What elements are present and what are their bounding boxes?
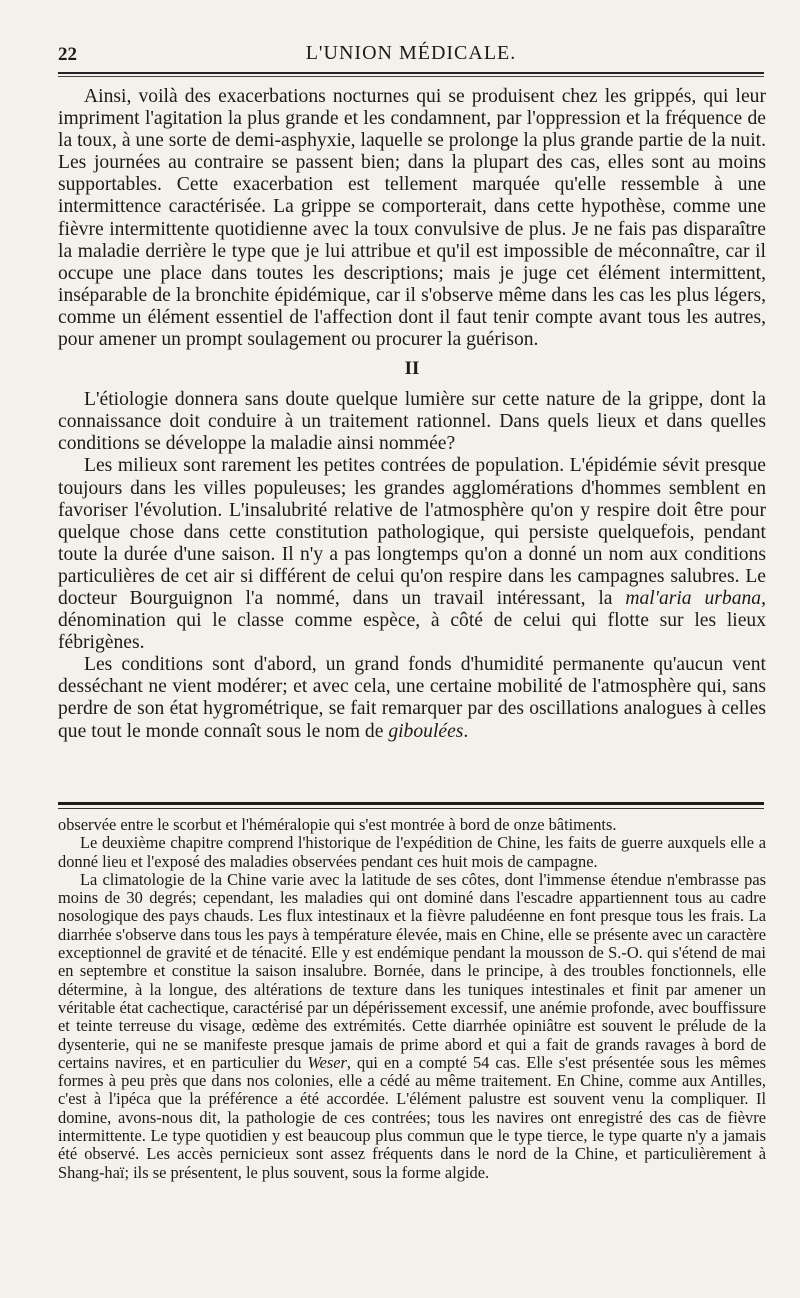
paragraph — [58, 654, 766, 742]
italic-term: giboulées — [388, 720, 464, 742]
running-title: L'UNION MÉDICALE. — [305, 42, 517, 64]
main-text — [58, 86, 766, 743]
italic-term: mal'aria urbana — [625, 587, 762, 609]
header-rule-thin — [58, 76, 764, 77]
text-run: , qui en a compté 54 cas. Elle s'est présentée sous les mêmes formes à peu près que dans nos colonies, elle a cédé au même traitement. En Chine, comme aux Antilles, c'est à l'ipéca que la préférence a été accordée. L'élément palustre est souvent venu la compliquer. Il domine, avons-nous dit, la pathologie de ces contrées; tous les navires ont enregistré des cas de fièvre intermittente. Le type quotidien y est beaucoup plus commun que le type tierce, le type quarte n'y a jamais été observé. Les accès pernicieux sont assez fréquents dans le nord de la Chine, et particulièrement à Shang-haï; ils se présentent, le plus souvent, sous la forme algide. — [58, 1052, 766, 1182]
footnote-separator — [58, 802, 764, 805]
footnote-text — [58, 816, 766, 1182]
footnote-paragraph: observée entre le scorbut et l'héméralopie qui s'est montrée à bord de onze bâtiments. — [58, 815, 617, 834]
paragraph: Ainsi, voilà des exacerbations nocturnes qui se produisent chez les grippés, qui leur impriment l'agitation la plus grande et les condamnent, par l'oppression et la fréquence de la toux, à une sorte de demi-asphyxie, laquelle se prolonge la plus grande partie de la nuit. Les journées au contraire se passent bien; dans la plupart des cas, elles sont au moins supportables. Cette exacerbation est tellement marquée qu'elle ressemble à une intermittence caractérisée. La grippe se comporterait, dans cette hypothèse, comme une fièvre intermittente quotidienne avec la toux convulsive de plus. Je ne fais pas disparaître la maladie derrière le type que je lui attribue et qu'il est impossible de méconnaître, car il occupe une place dans toutes les descriptions; mais je juge cet élément intermittent, inséparable de la bronchite épidémique, car il s'observe même dans les cas les plus légers, comme un élément essentiel de l'affection dont il faut tenir compte avant tous les autres, pour amener un prompt soulagement ou procurer la guérison. — [58, 86, 766, 351]
section-number: II — [404, 358, 420, 380]
text-run: Les conditions sont d'abord, un grand fonds d'humidité permanente qu'aucun vent desséchant ne vient modérer; et avec cela, une certaine mobilité de l'atmosphère qui, sans perdre de son état hygrométrique, se fait remarquer par des oscillations analogues à celles que tout le monde connaît sous le nom de — [58, 654, 766, 742]
footnote-paragraph — [58, 871, 766, 1182]
text-run: Les milieux sont rarement les petites contrées de population. L'épidémie sévit presque toujours dans les villes populeuses; les grandes agglomérations d'hommes semblent en favoriser l'évolution. L'insalubrité relative de l'atmosphère qu'on y respire doit être pour quelque chose dans cette constitution pathologique, qui persiste quelquefois, pendant toute la durée d'une saison. Il n'y a pas longtemps qu'on a donné un nom aux conditions particulières de cet air si différent de celui qu'on respire dans les campagnes salubres. Le docteur Bourguignon l'a nommé, dans un travail intéressant, la — [58, 455, 766, 609]
paragraph — [58, 455, 766, 654]
page-header — [58, 38, 764, 74]
footnote-paragraph: Le deuxième chapitre comprend l'historique de l'expédition de Chine, les faits de guerre auxquels elle a donné lieu et l'exposé des maladies observées pendant ces huit mois de campagne. — [58, 833, 766, 871]
italic-term: Weser — [307, 1052, 347, 1072]
paragraph: L'étiologie donnera sans doute quelque lumière sur cette nature de la grippe, dont la connaissance doit conduire à un traitement rationnel. Dans quels lieux et dans quelles conditions se développe la maladie ainsi nommée? — [58, 389, 766, 455]
text-run: La climatologie de la Chine varie avec la latitude de ses côtes, dont l'immense étendue n'embrasse pas moins de 30 degrés; cependant, les maladies qui ont dominé dans l'escadre appartiennent tous au cadre nosologique des pays chauds. Les flux intestinaux et la fièvre paludéenne en font presque tous les frais. La diarrhée s'observe dans tous les pays à température élevée, mais en Chine, elle se présente avec un caractère exceptionnel de gravité et de ténacité. Elle y est endémique pendant la mousson de S.-O. qui s'étend de mai en septembre et constitue la saison insalubre. Bornée, dans le principe, à des troubles fonctionnels, elle détermine, à la longue, des altérations de texture dans les tuniques intestinales et finit par amener un véritable état cachectique, caractérisé par un dépérissement excessif, une anémie profonde, avec bouffissure et teinte terreuse du visage, œdème des extrémités. Cette diarrhée opiniâtre est souvent le prélude de la dysenterie, qui ne se manifeste presque jamais de prime abord et qui a fait de grands ravages à bord de certains navires, et en particulier du — [58, 869, 766, 1072]
text-run: , dénomination qui le classe comme espèce, à côté de celui qui flotte sur les lieux fébrigènes. — [58, 587, 766, 654]
text-run: . — [463, 720, 469, 742]
page-number: 22 — [58, 44, 77, 65]
footnote-separator-thin — [58, 808, 764, 809]
header-rule — [58, 72, 764, 74]
